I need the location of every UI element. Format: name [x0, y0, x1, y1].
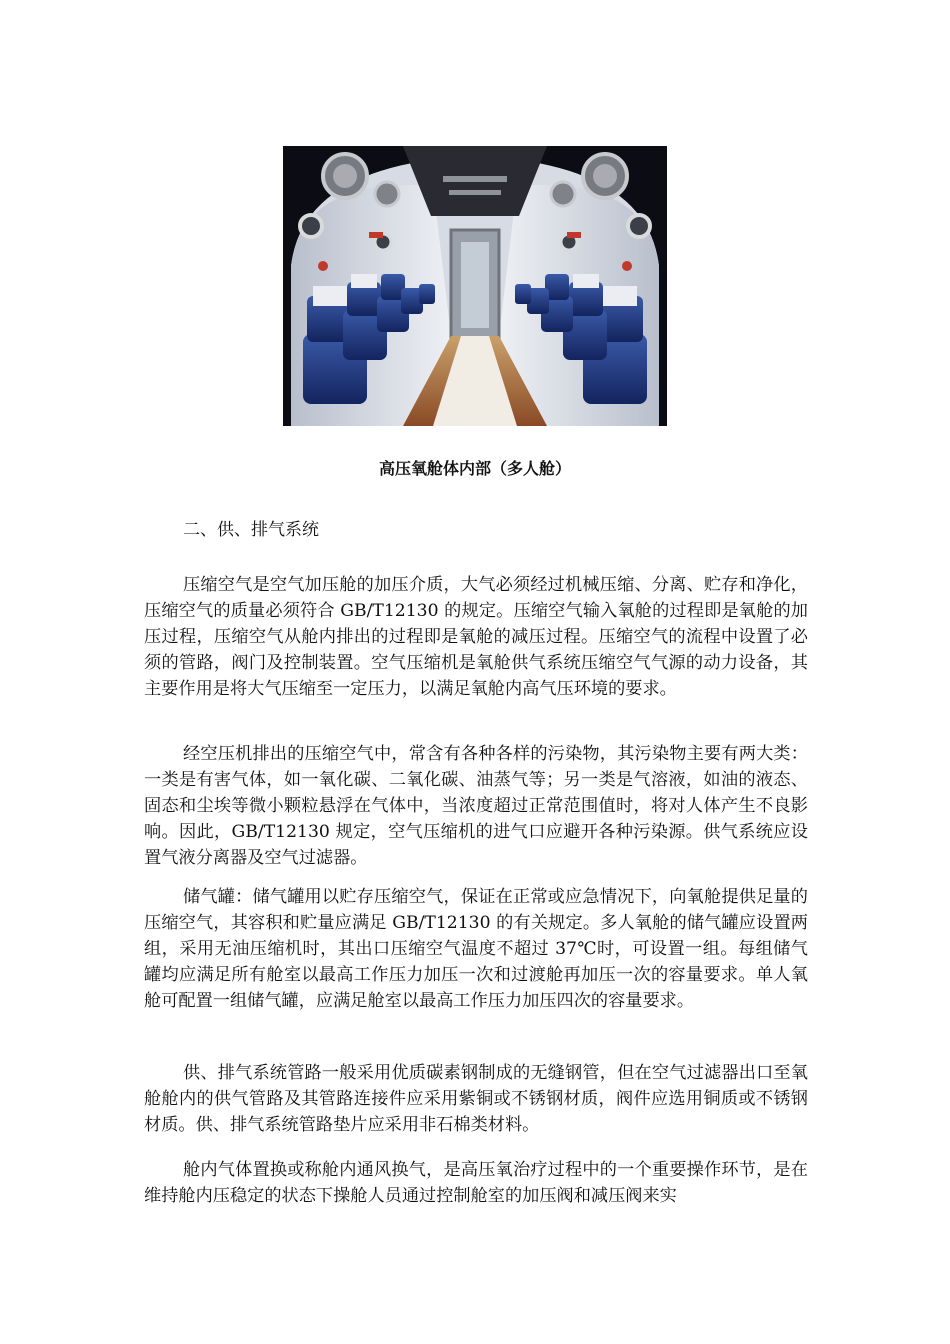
paragraph-piping: 供、排气系统管路一般采用优质碳素钢制成的无缝钢管，但在空气过滤器出口至氧舱舱内的供气管路及其管路连接件应采用紫铜或不锈钢材质，阀件应选用铜质或不锈钢材质。供、排气系统管路垫片应采用非石棉类材料。	[144, 1063, 808, 1135]
paragraph-air-tank: 储气罐：储气罐用以贮存压缩空气，保证在正常或应急情况下，向氧舱提供足量的压缩空气，其容积和贮量应满足 GB/T12130 的有关规定。多人氧舱的储气罐应设置两组，采用无油压缩机时，其出口压缩空气温度不超过 37℃时，可设置一组。每组储气罐均应满足所有舱室以最高工作压力加压一次和过渡舱再加压一次的容量要求。单人氧舱可配置一组储气罐，应满足舱室以最高工作压力加压四次的容量要求。	[144, 887, 808, 1011]
paragraph-contaminants: 经空压机排出的压缩空气中，常含有各种各样的污染物，其污染物主要有两大类：一类是有害气体，如一氧化碳、二氧化碳、油蒸气等；另一类是气溶液，如油的液态、固态和尘埃等微小颗粒悬浮在气体中，当浓度超过正常范围值时，将对人体产生不良影响。因此，GB/T12130 规定，空气压缩机的进气口应避开各种污染源。供气系统应设置气液分离器及空气过滤器。	[144, 744, 808, 868]
figure-caption: 高压氧舱体内部（多人舱）	[378, 459, 571, 478]
paragraph-compressed-air: 压缩空气是空气加压舱的加压介质，大气必须经过机械压缩、分离、贮存和净化，压缩空气的质量必须符合 GB/T12130 的规定。压缩空气输入氧舱的过程即是氧舱的加压过程，压缩空气从舱内排出的过程即是氧舱的减压过程。压缩空气的流程中设置了必须的管路，阀门及控制装置。空气压缩机是氧舱供气系统压缩空气气源的动力设备，其主要作用是将大气压缩至一定压力，以满足氧舱内高气压环境的要求。	[144, 575, 808, 699]
chamber-interior-photo	[283, 146, 667, 426]
section-heading: 二、供、排气系统	[183, 520, 319, 540]
paragraph-ventilation: 舱内气体置换或称舱内通风换气，是高压氧治疗过程中的一个重要操作环节，是在维持舱内压稳定的状态下操舱人员通过控制舱室的加压阀和减压阀来实	[144, 1160, 808, 1206]
